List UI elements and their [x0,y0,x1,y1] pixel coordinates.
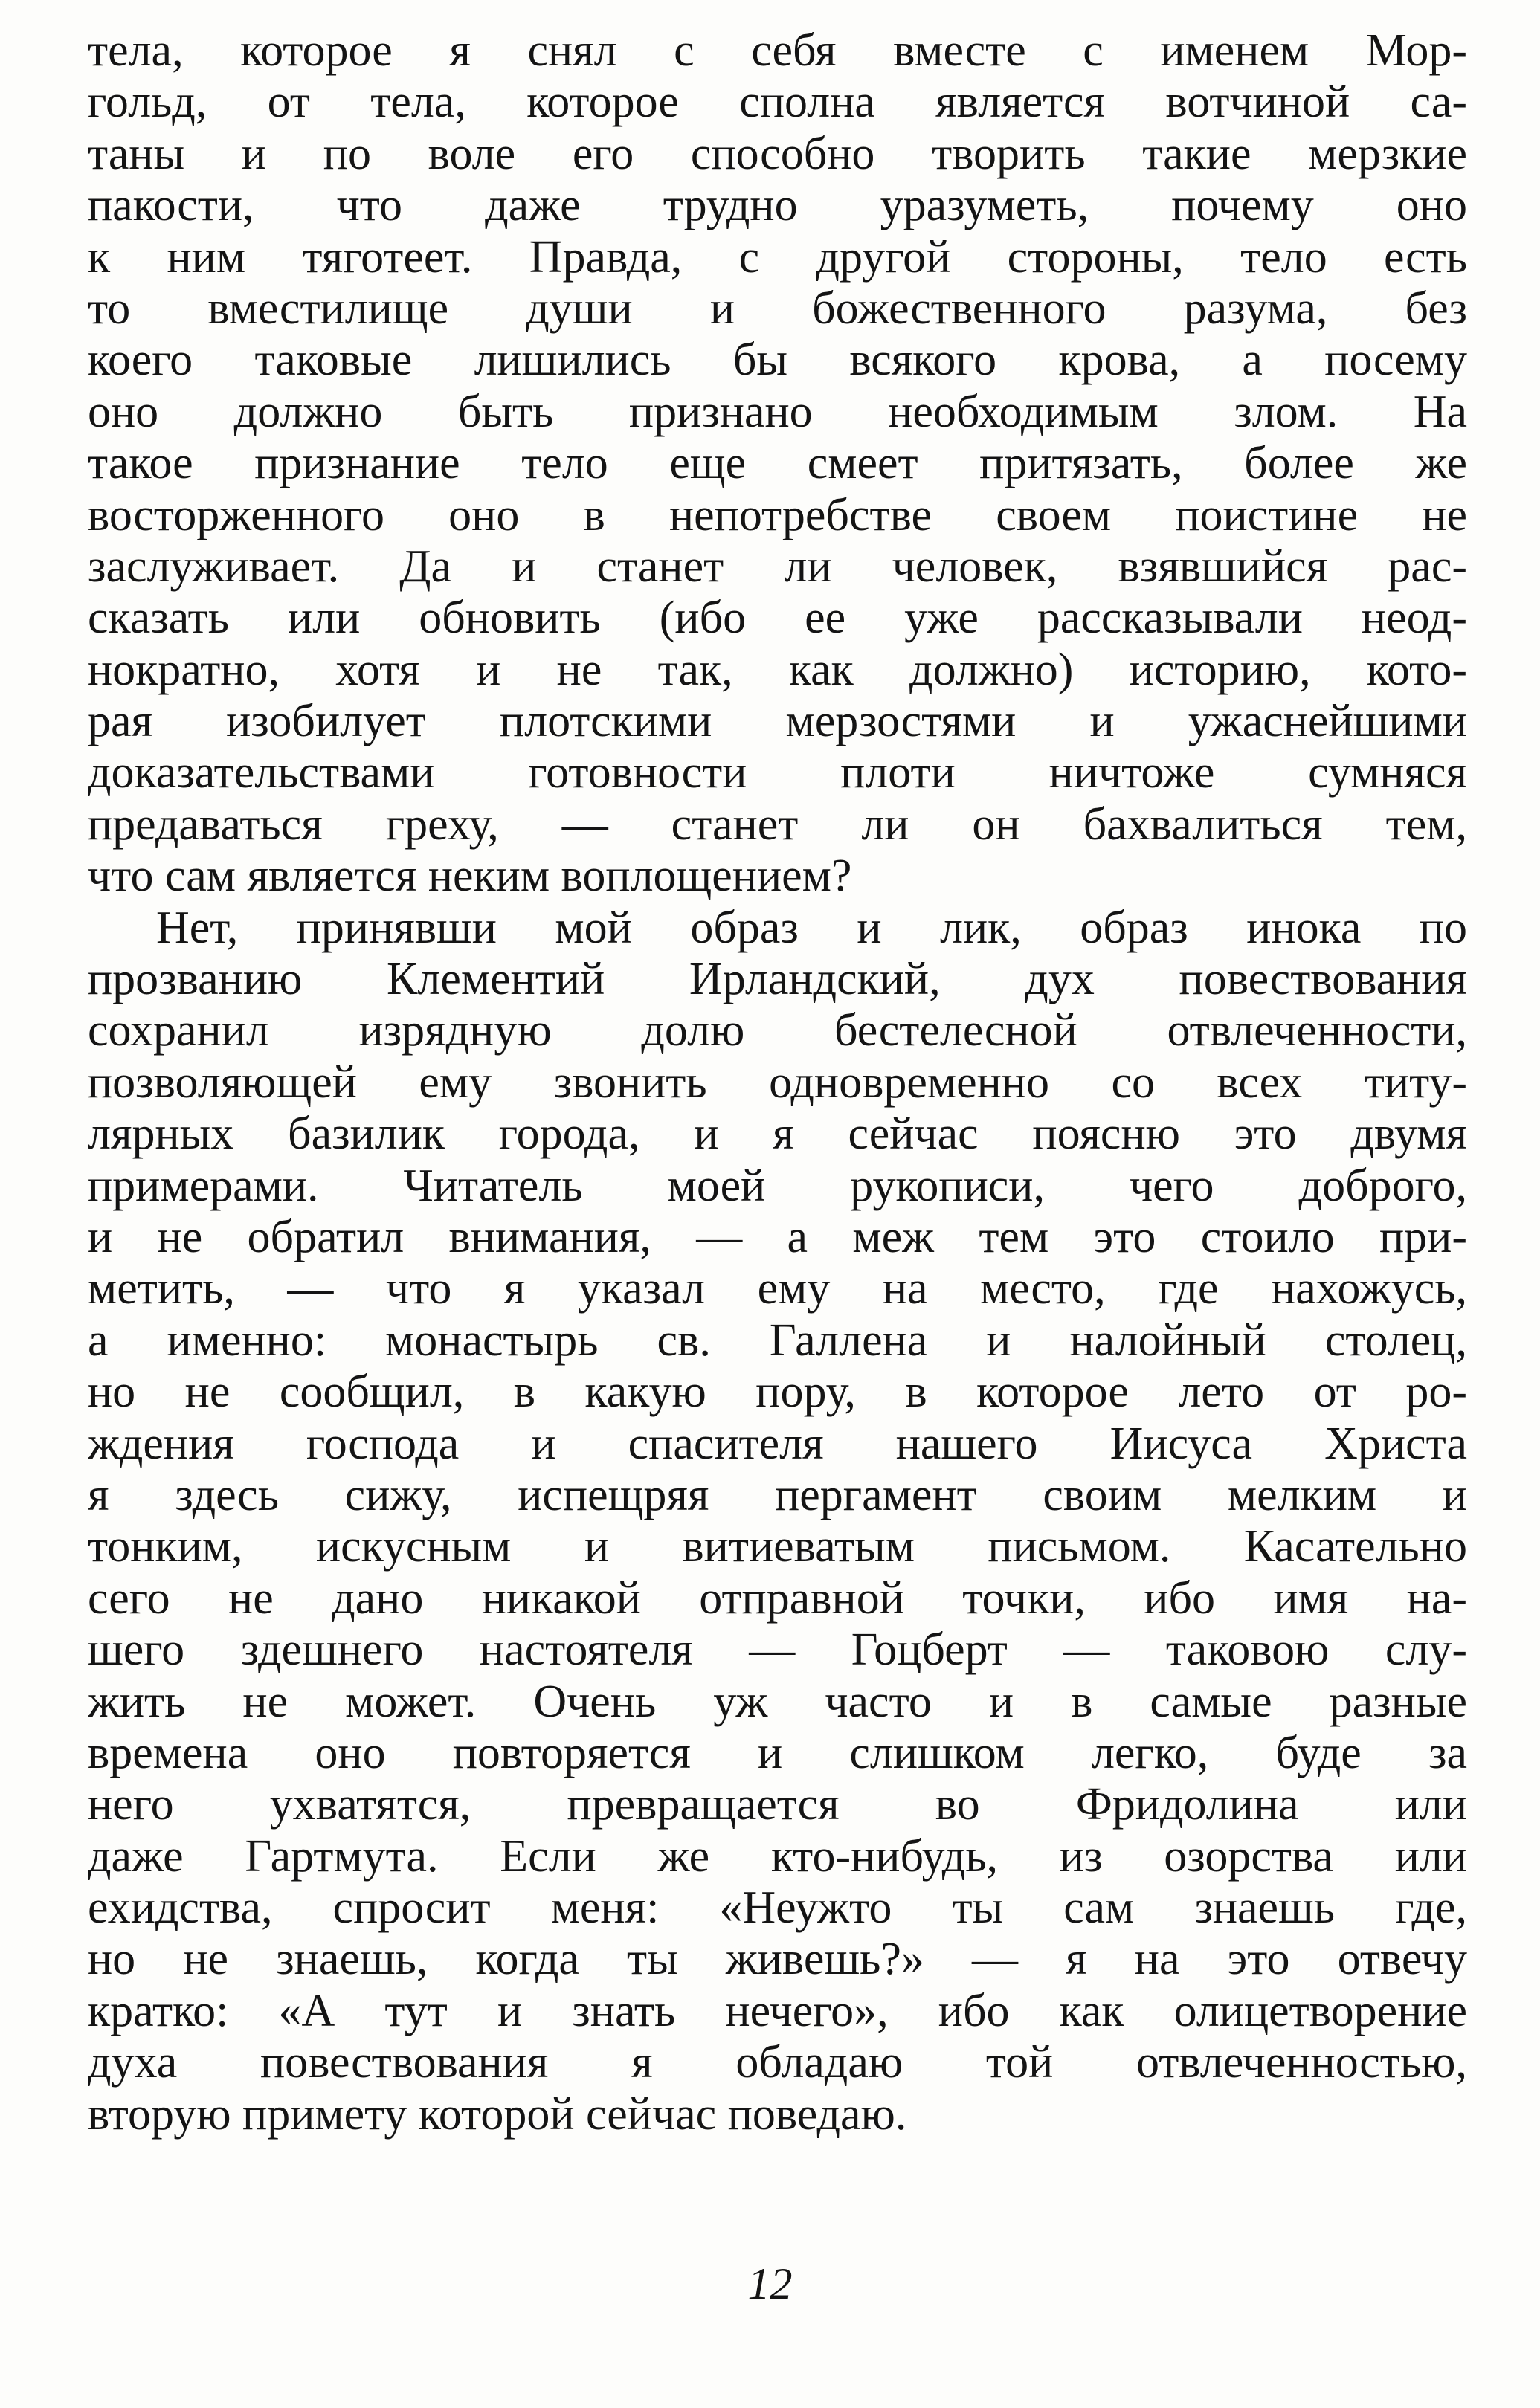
text-line: а именно: монастырь св. Галлена и налойный столец, [88,1314,1467,1366]
text-line: времена оно повторяется и слишком легко, буде за [88,1727,1467,1778]
text-line: Нет, принявши мой образ и лик, образ инока по [156,902,1467,953]
text-line: позволяющей ему звонить одновременно со всех титу- [88,1056,1467,1108]
text-line: даже Гартмута. Если же кто-нибудь, из озорства или [88,1830,1467,1882]
text-line: восторженного оно в непотребстве своем поистине не [88,489,1467,540]
paragraph [88,25,1467,903]
text-line: тела, которое я снял с себя вместе с именем Мор- [88,25,1467,76]
paragraph [88,903,1467,2140]
text-line: сказать или обновить (ибо ее уже рассказывали неод- [88,593,1467,644]
text-line: к ним тяготеет. Правда, с другой стороны, тело есть [88,231,1467,283]
text-line: рая изобилует плотскими мерзостями и ужаснейшими [88,696,1467,747]
text-line: шего здешнего настоятеля — Гоцберт — таковою слу- [88,1624,1467,1676]
text-line: сего не дано никакой отправной точки, ибо имя на- [88,1572,1467,1624]
text-line: предаваться греху, — станет ли он бахвалиться тем, [88,798,1467,850]
text-line: сохранил изрядную долю бестелесной отвлеченности, [88,1005,1467,1056]
text-line: и не обратил внимания, — а меж тем это стоило при- [88,1211,1467,1262]
text-line: гольд, от тела, которое сполна является вотчиной са- [88,77,1467,128]
text-line: лярных базилик города, и я сейчас поясню это двумя [88,1108,1467,1160]
text-line: таны и по воле его способно творить такие мерзкие [88,128,1467,179]
text-line: ехидства, спросит меня: «Неужто ты сам знаешь где, [88,1882,1467,1934]
text-line: оно должно быть признано необходимым злом. На [88,386,1467,437]
text-line: нократно, хотя и не так, как должно) историю, кото- [88,644,1467,695]
text-line: духа повествования я обладаю той отвлеченностью, [88,2037,1467,2088]
body-text [88,25,1467,2140]
text-line: кратко: «А тут и знать нечего», ибо как олицетворение [88,1985,1467,2036]
text-line: тонким, искусным и витиеватым письмом. Касательно [88,1521,1467,1572]
text-line: пакости, что даже трудно уразуметь, почему оно [88,180,1467,231]
page-number: 12 [747,2259,793,2308]
text-line: я здесь сижу, испещряя пергамент своим мелким и [88,1469,1467,1520]
text-line: коего таковые лишились бы всякого крова, а посему [88,335,1467,386]
text-line: доказательствами готовности плоти ничтоже сумняся [88,747,1467,798]
text-line: ждения господа и спасителя нашего Иисуса Христа [88,1418,1467,1469]
text-line: но не знаешь, когда ты живешь?» — я на это отвечу [88,1934,1467,1985]
text-line: что сам является неким воплощением? [88,850,852,902]
text-line: но не сообщил, в какую пору, в которое лето от ро- [88,1366,1467,1418]
text-line: заслуживает. Да и станет ли человек, взявшийся рас- [88,540,1467,592]
text-line: жить не может. Очень уж часто и в самые разные [88,1676,1467,1727]
text-line: то вместилище души и божественного разума, без [88,283,1467,334]
text-line: прозванию Клементий Ирландский, дух повествования [88,954,1467,1005]
text-line: такое признание тело еще смеет притязать, более же [88,438,1467,489]
text-line: вторую примету которой сейчас поведаю. [88,2088,907,2140]
text-line: метить, — что я указал ему на место, где нахожусь, [88,1263,1467,1314]
text-line: него ухватятся, превращается во Фридолина или [88,1779,1467,1830]
text-line: примерами. Читатель моей рукописи, чего доброго, [88,1160,1467,1211]
